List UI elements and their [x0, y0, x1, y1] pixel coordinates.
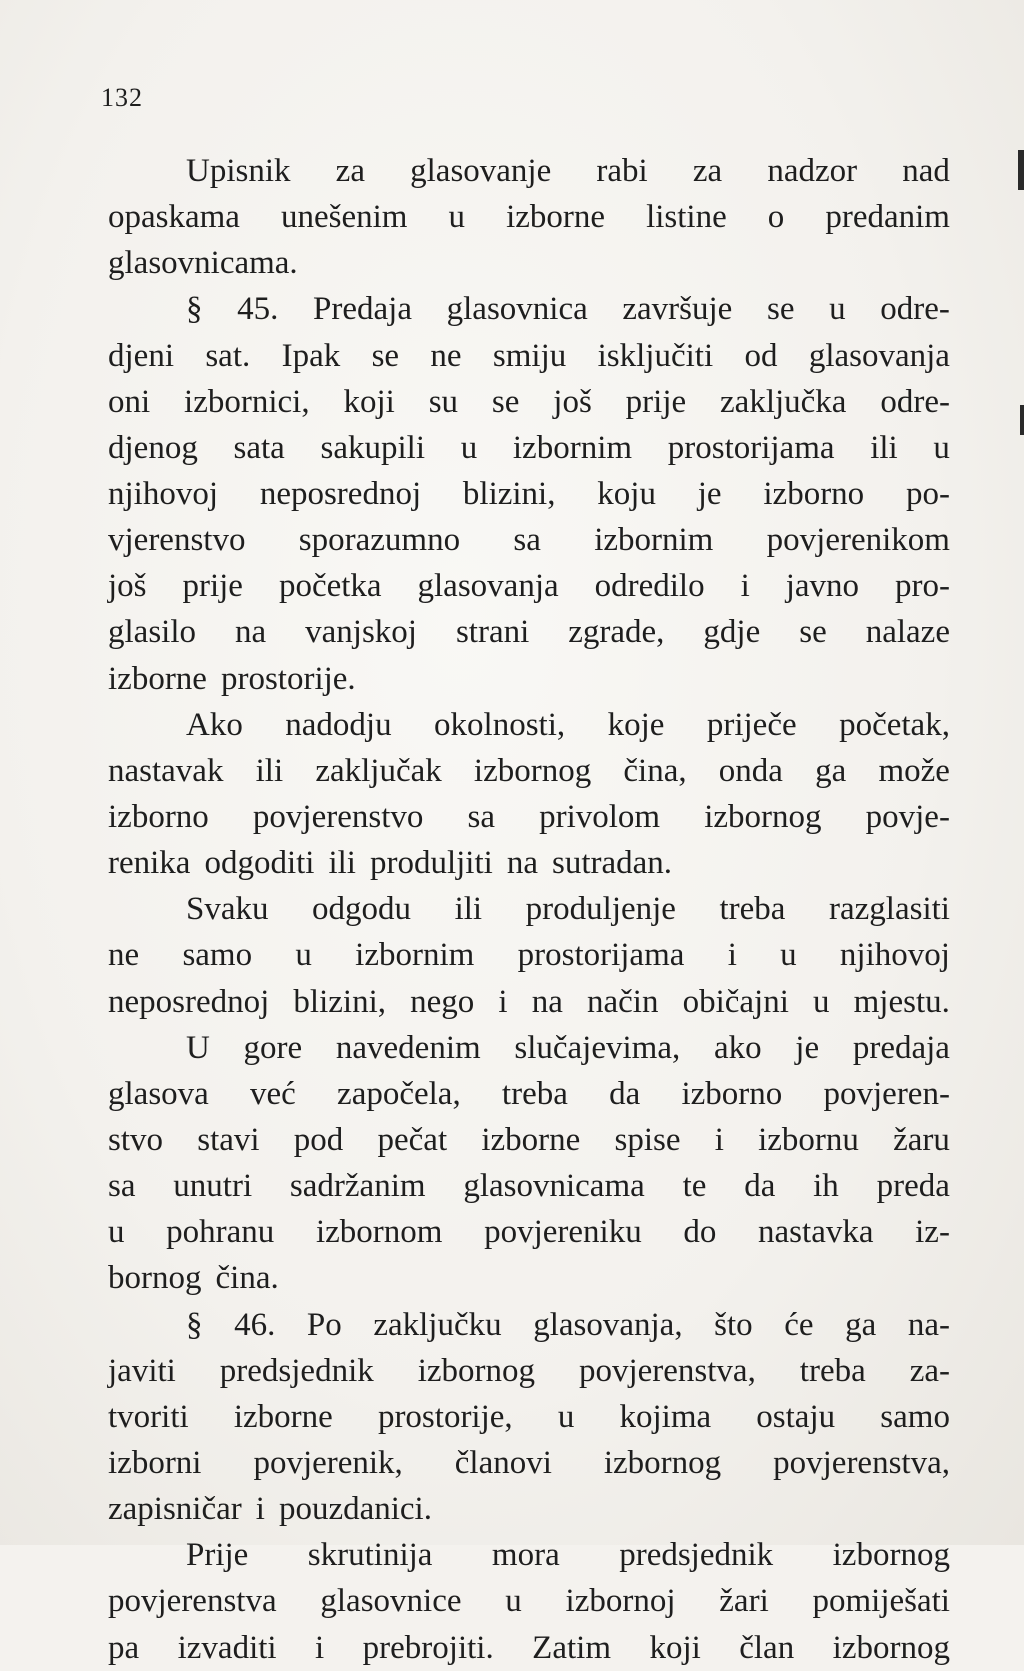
text-line: neposrednoj blizini, nego i na način običajni u mjestu. — [108, 983, 950, 1020]
text-line: Svaku odgodu ili produljenje treba razglasiti — [186, 891, 950, 928]
text-line: glasovnicama. — [108, 245, 298, 282]
text-line: Ako nadodju okolnosti, koje priječe početak, — [186, 706, 950, 743]
text-line: njihovoj neposrednoj blizini, koju je izborno po- — [108, 475, 950, 512]
text-line: glasilo na vanjskoj strani zgrade, gdje se nalaze — [108, 614, 950, 651]
text-line: tvoriti izborne prostorije, u kojima ostaju samo — [108, 1398, 950, 1435]
text-line: ne samo u izbornim prostorijama i u njihovoj — [108, 937, 950, 974]
text-line: bornog čina. — [108, 1260, 279, 1297]
text-line: izborni povjerenik, članovi izbornog povjerenstva, — [108, 1444, 950, 1481]
text-line: izborne prostorije. — [108, 660, 356, 697]
text-line: povjerenstva glasovnice u izbornoj žari pomiješati — [108, 1583, 950, 1620]
page-edge-mark — [1020, 405, 1024, 435]
page-number: 132 — [101, 83, 143, 112]
text-line: djeni sat. Ipak se ne smiju isključiti od glasovanja — [108, 337, 950, 374]
text-line: § 46. Po zaključku glasovanja, što će ga na- — [186, 1306, 950, 1343]
page-edge-mark — [1018, 150, 1024, 190]
text-line: vjerenstvo sporazumno sa izbornim povjerenikom — [108, 522, 950, 559]
text-line: izborno povjerenstvo sa privolom izbornog povje- — [108, 798, 950, 835]
text-line: pa izvaditi i prebrojiti. Zatim koji član izbornog — [108, 1629, 950, 1666]
text-line: još prije početka glasovanja odredilo i javno pro- — [108, 568, 950, 605]
text-line: zapisničar i pouzdanici. — [108, 1491, 432, 1528]
text-line: djenog sata sakupili u izbornim prostorijama ili u — [108, 429, 950, 466]
text-line: glasova već započela, treba da izborno povjeren- — [108, 1075, 950, 1112]
text-line: javiti predsjednik izbornog povjerenstva, treba za- — [108, 1352, 950, 1389]
text-line: u pohranu izbornom povjereniku do nastavka iz- — [108, 1214, 950, 1251]
text-line: sa unutri sadržanim glasovnicama te da ih preda — [108, 1168, 950, 1205]
text-line: stvo stavi pod pečat izborne spise i izbornu žaru — [108, 1121, 950, 1158]
text-line: Prije skrutinija mora predsjednik izbornog — [186, 1537, 950, 1574]
text-line: nastavak ili zaključak izbornog čina, onda ga može — [108, 752, 950, 789]
text-line: oni izbornici, koji su se još prije zaključka odre- — [108, 383, 950, 420]
text-line: § 45. Predaja glasovnica završuje se u odre- — [186, 291, 950, 328]
body-text — [108, 148, 950, 1671]
text-line: renika odgoditi ili produljiti na sutradan. — [108, 845, 673, 882]
text-line: opaskama unešenim u izborne listine o predanim — [108, 199, 950, 236]
text-line: Upisnik za glasovanje rabi za nadzor nad — [186, 153, 950, 189]
text-line: U gore navedenim slučajevima, ako je predaja — [186, 1029, 950, 1066]
